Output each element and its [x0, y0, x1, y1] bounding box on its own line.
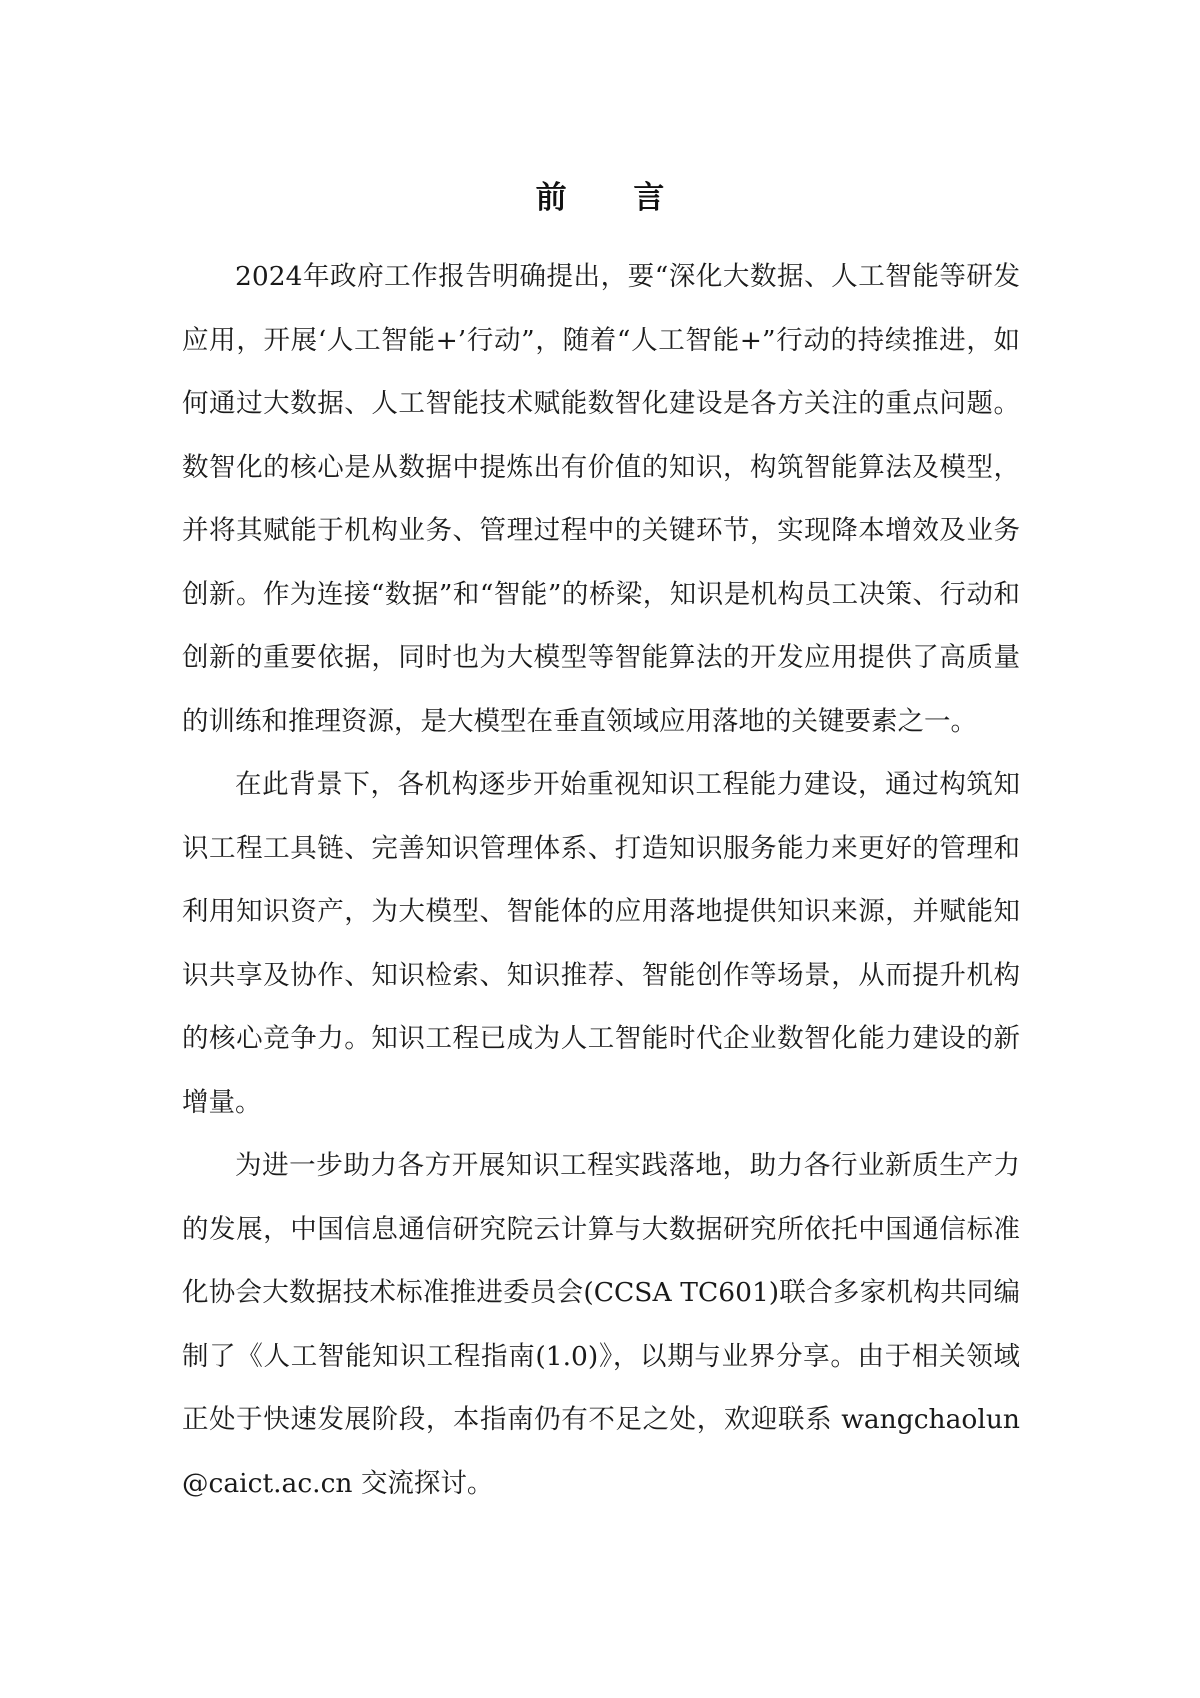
- paragraph-1: 2024年政府工作报告明确提出，要“深化大数据、人工智能等研发应用，开展‘人工智能+’行动”，随着“人工智能+”行动的持续推进，如何通过大数据、人工智能技术赋能数智化建设是各方关注的重点问题。数智化的核心是从数据中提炼出有价值的知识，构筑智能算法及模型，并将其赋能于机构业务、管理过程中的关键环节，实现降本增效及业务创新。作为连接“数据”和“智能”的桥梁，知识是机构员工决策、行动和创新的重要依据，同时也为大模型等智能算法的开发应用提供了高质量的训练和推理资源，是大模型在垂直领域应用落地的关键要素之一。: [182, 261, 1020, 737]
- page-title: 前 言: [535, 180, 693, 216]
- paragraph-3: 为进一步助力各方开展知识工程实践落地，助力各行业新质生产力的发展，中国信息通信研究院云计算与大数据研究所依托中国通信标准化协会大数据技术标准推进委员会(CCSA TC601)联合多家机构共同编制了《人工智能知识工程指南(1.0)》，以期与业界分享。由于相关领域正处于快速发展阶段，本指南仍有不足之处，欢迎联系 wangchaolun@caict.ac.cn 交流探讨。: [182, 1150, 1020, 1499]
- paragraph-2: 在此背景下，各机构逐步开始重视知识工程能力建设，通过构筑知识工程工具链、完善知识管理体系、打造知识服务能力来更好的管理和利用知识资产，为大模型、智能体的应用落地提供知识来源，并赋能知识共享及协作、知识检索、知识推荐、智能创作等场景，从而提升机构的核心竞争力。知识工程已成为人工智能时代企业数智化能力建设的新增量。: [182, 769, 1020, 1118]
- preface-body: [182, 245, 1020, 1515]
